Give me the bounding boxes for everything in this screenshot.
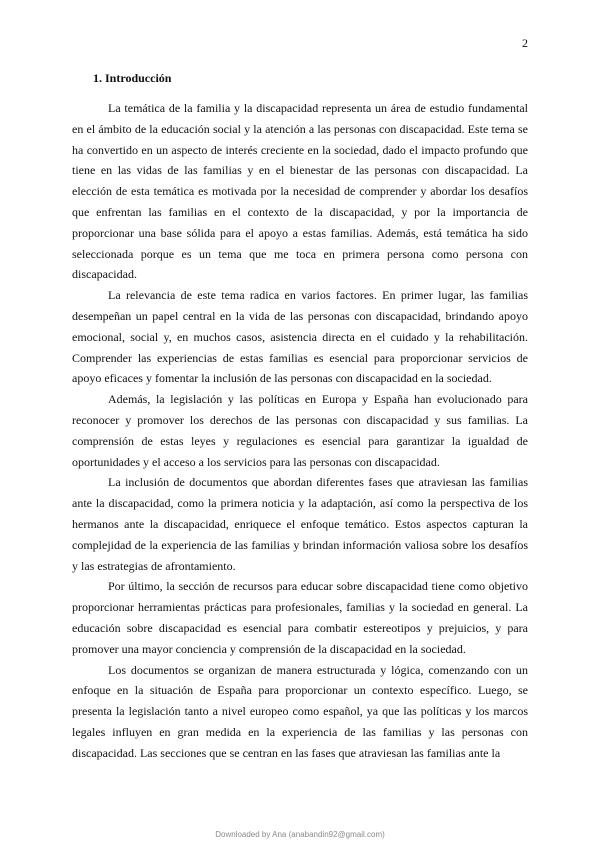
paragraph-1: La temática de la familia y la discapacidad representa un área de estudio fundamental en el ámbito de la educación social y la atención a las personas con discapacidad. Este tema se ha convertido en un aspecto de interés creciente en la sociedad, dado el impacto profundo que tiene en las vidas de las familias y en el bienestar de las personas con discapacidad. La elección de esta temática es motivada por la necesidad de comprender y abordar los desafíos que enfrentan las familias en el contexto de la discapacidad, y por la importancia de proporcionar una base sólida para el apoyo a estas familias. Además, está temática ha sido seleccionada porque es un tema que me toca en primera persona como persona con discapacidad. [72, 101, 528, 282]
paragraph-2: La relevancia de este tema radica en varios factores. En primer lugar, las familias desempeñan un papel central en la vida de las personas con discapacidad, brindando apoyo emocional, social y, en muchos casos, asistencia directa en el cuidado y la rehabilitación. Comprender las experiencias de estas familias es esencial para proporcionar servicios de apoyo eficaces y fomentar la inclusión de las personas con discapacidad en la sociedad. [72, 288, 528, 386]
section-heading: 1. Introducción [93, 71, 172, 85]
paragraph-6: Los documentos se organizan de manera estructurada y lógica, comenzando con un enfoque en la situación de España para proporcionar un contexto específico. Luego, se presenta la legislación tanto a nivel europeo como español, ya que las políticas y los marcos legales influyen en gran medida en la experiencia de las familias y las personas con discapacidad. Las secciones que se centran en las fases que atraviesan las familias ante la [72, 662, 528, 760]
page-content [72, 70, 528, 764]
download-footer: Downloaded by Ana (anabandin92@gmail.com) [215, 830, 385, 839]
paragraph-3: Además, la legislación y las políticas en Europa y España han evolucionado para reconocer y promover los derechos de las personas con discapacidad y sus familias. La comprensión de estas leyes y regulaciones es esencial para garantizar la igualdad de oportunidades y el acceso a los servicios para las personas con discapacidad. [72, 392, 528, 469]
paragraph-4: La inclusión de documentos que abordan diferentes fases que atraviesan las familias ante la discapacidad, como la primera noticia y la adaptación, así como la perspectiva de los hermanos ante la discapacidad, enriquece el enfoque temático. Estos aspectos capturan la complejidad de la experiencia de las familias y brindan información valiosa sobre los desafíos y las estrategias de afrontamiento. [72, 475, 528, 573]
paragraph-5: Por último, la sección de recursos para educar sobre discapacidad tiene como objetivo proporcionar herramientas prácticas para profesionales, familias y la sociedad en general. La educación sobre discapacidad es esencial para combatir estereotipos y prejuicios, y para promover una mayor conciencia y comprensión de la discapacidad en la sociedad. [72, 579, 528, 656]
page-number: 2 [522, 36, 528, 50]
